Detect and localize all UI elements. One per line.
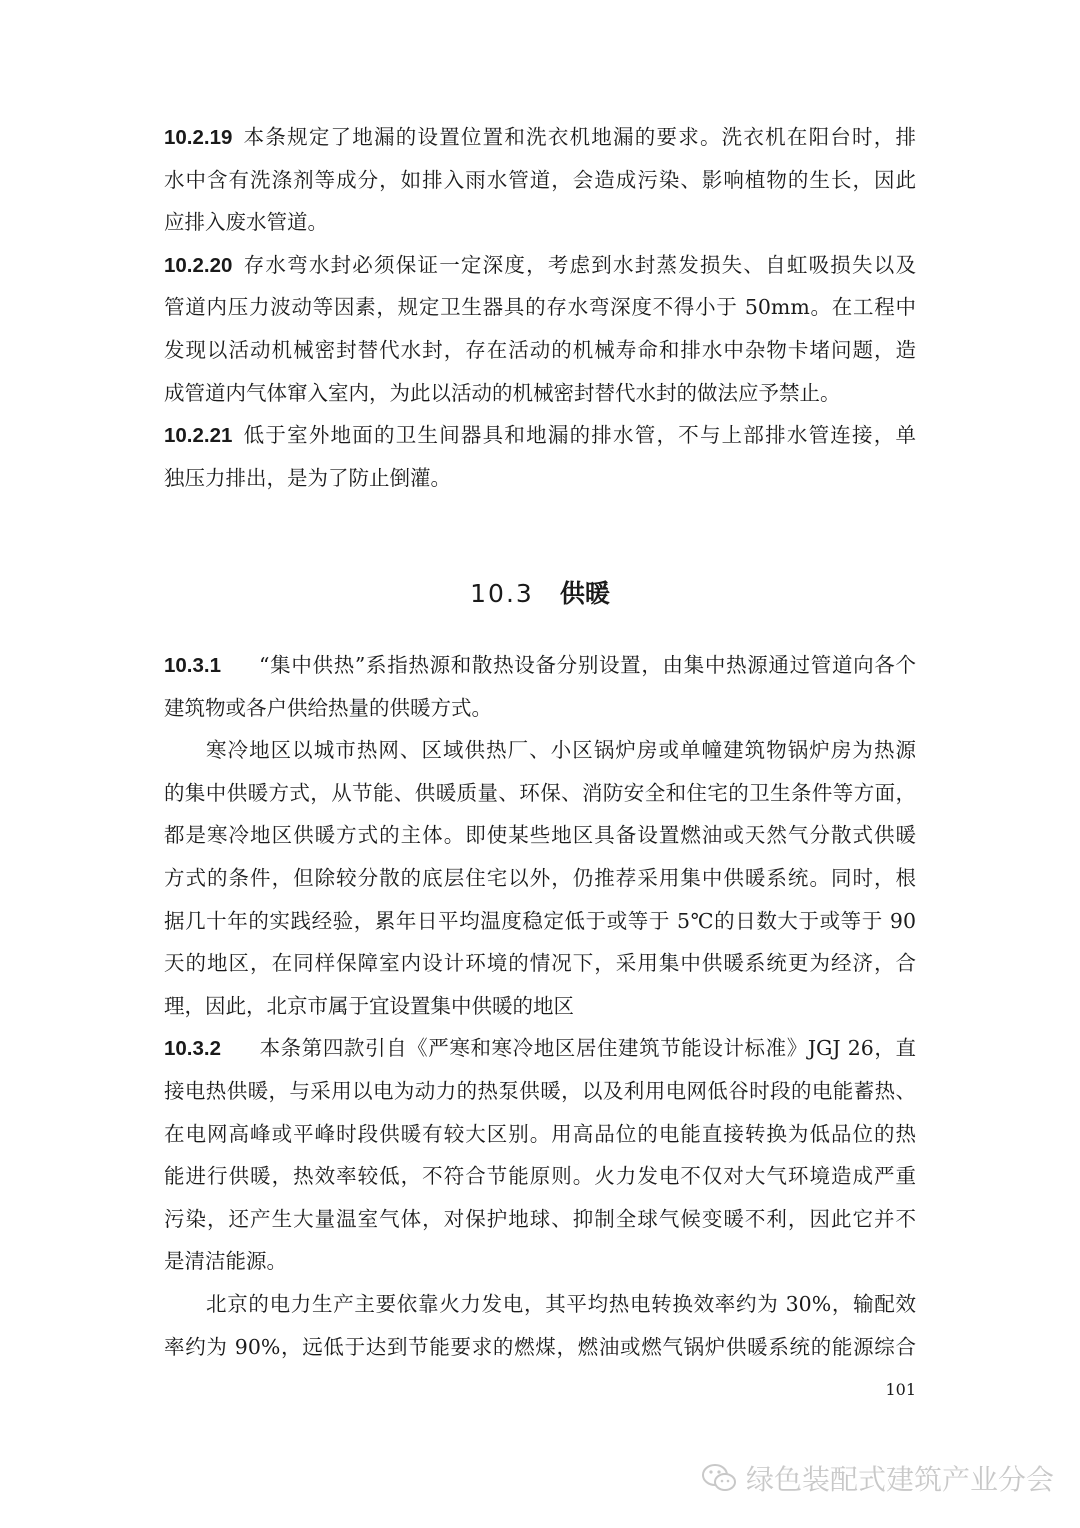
- line-text: 成管道内气体窜入室内，为此以活动的机械密封替代水封的做法应予禁止。: [164, 380, 841, 405]
- line-text: 本条规定了地漏的设置位置和洗衣机地漏的要求。洗衣机在阳台时，排: [242, 125, 916, 149]
- text-line: [164, 1198, 916, 1241]
- line-text: 发现以活动机械密封替代水封，存在活动的机械寿命和排水中杂物卡堵问题，造: [164, 337, 916, 362]
- text-line: [164, 244, 916, 287]
- text-line: [164, 900, 916, 943]
- text-line: [164, 644, 916, 687]
- line-text: 在电网高峰或平峰时段供暖有较大区别。用高品位的电能直接转换为低品位的热: [164, 1121, 916, 1146]
- line-text: 的集中供暖方式，从节能、供暖质量、环保、消防安全和住宅的卫生条件等方面，: [164, 780, 916, 805]
- page-number: 101: [885, 1380, 916, 1399]
- text-line: [164, 457, 916, 500]
- clause-number: 10.3.1: [164, 654, 221, 677]
- line-text: 寒冷地区以城市热网、区域供热厂、小区锅炉房或单幢建筑物锅炉房为热源: [206, 738, 916, 763]
- line-text: 北京的电力生产主要依靠火力发电，其平均热电转换效率约为 30%，输配效: [206, 1291, 916, 1316]
- text-line: [164, 1240, 916, 1283]
- text-line: [164, 729, 916, 772]
- text-line: [164, 1070, 916, 1113]
- text-line: [164, 772, 916, 815]
- line-text: 都是寒冷地区供暖方式的主体。即使某些地区具备设置燃油或天然气分散式供暖: [164, 823, 916, 848]
- line-text: 存水弯水封必须保证一定深度，考虑到水封蒸发损失、自虹吸损失以及: [242, 252, 916, 277]
- text-line: [164, 942, 916, 985]
- section-number: 10.3: [470, 579, 534, 608]
- line-text: 水中含有洗涤剂等成分，如排入雨水管道，会造成污染、影响植物的生长，因此: [164, 167, 916, 192]
- wechat-icon: [700, 1461, 738, 1495]
- line-text: 应排入废水管道。: [164, 210, 328, 235]
- line-text: 能进行供暖，热效率较低，不符合节能原则。火力发电不仅对大气环境造成严重: [164, 1164, 916, 1189]
- text-line: [164, 201, 916, 244]
- watermark-text: 绿色装配式建筑产业分会: [746, 1463, 1055, 1496]
- line-text: 接电热供暖，与采用以电为动力的热泵供暖，以及利用电网低谷时段的电能蓄热、: [164, 1078, 916, 1103]
- line-text: 方式的条件，但除较分散的底层住宅以外，仍推荐采用集中供暖系统。同时，根: [164, 865, 916, 890]
- line-text: 低于室外地面的卫生间器具和地漏的排水管，不与上部排水管连接，单: [242, 423, 916, 448]
- text-line: [164, 814, 916, 857]
- line-text: 本条第四款引自《严寒和寒冷地区居住建筑节能设计标准》JGJ 26，直: [259, 1036, 916, 1061]
- text-line: [164, 1283, 916, 1326]
- text-line: [164, 329, 916, 372]
- watermark: [700, 1458, 1054, 1498]
- text-line: [164, 372, 916, 415]
- line-text: 率约为 90%，远低于达到节能要求的燃煤，燃油或燃气锅炉供暖系统的能源综合: [164, 1334, 916, 1359]
- line-text: 独压力排出，是为了防止倒灌。: [164, 465, 451, 490]
- line-text: 理，因此，北京市属于宜设置集中供暖的地区: [164, 993, 574, 1018]
- section-heading: [0, 574, 1080, 610]
- line-text: 污染，还产生大量温室气体，对保护地球、抑制全球气候变暖不利，因此它并不: [164, 1206, 916, 1231]
- text-line: [164, 1155, 916, 1198]
- text-line: [164, 1326, 916, 1369]
- text-block-heating: [164, 644, 916, 1368]
- text-line: [164, 414, 916, 457]
- text-line: [164, 985, 916, 1028]
- line-text: “集中供热”系指热源和散热设备分别设置，由集中热源通过管道向各个: [259, 653, 916, 677]
- text-block-water-drainage: [164, 116, 916, 499]
- text-line: [164, 1113, 916, 1156]
- line-text: 管道内压力波动等因素，规定卫生器具的存水弯深度不得小于 50mm。在工程中: [164, 295, 916, 320]
- line-text: 天的地区，在同样保障室内设计环境的情况下，采用集中供暖系统更为经济，合: [164, 951, 916, 976]
- text-line: [164, 857, 916, 900]
- line-text: 据几十年的实践经验，累年日平均温度稳定低于或等于 5℃的日数大于或等于 90: [164, 908, 916, 933]
- text-line: [164, 286, 916, 329]
- clause-number: 10.2.19: [164, 126, 233, 149]
- text-line: [164, 159, 916, 202]
- line-text: 是清洁能源。: [164, 1249, 287, 1274]
- text-line: [164, 687, 916, 730]
- clause-number: 10.3.2: [164, 1037, 221, 1061]
- text-line: [164, 116, 916, 159]
- text-line: [164, 1027, 916, 1070]
- clause-number: 10.2.20: [164, 253, 233, 277]
- clause-number: 10.2.21: [164, 424, 233, 448]
- line-text: 建筑物或各户供给热量的供暖方式。: [164, 695, 492, 720]
- section-title: 供暖: [559, 579, 610, 608]
